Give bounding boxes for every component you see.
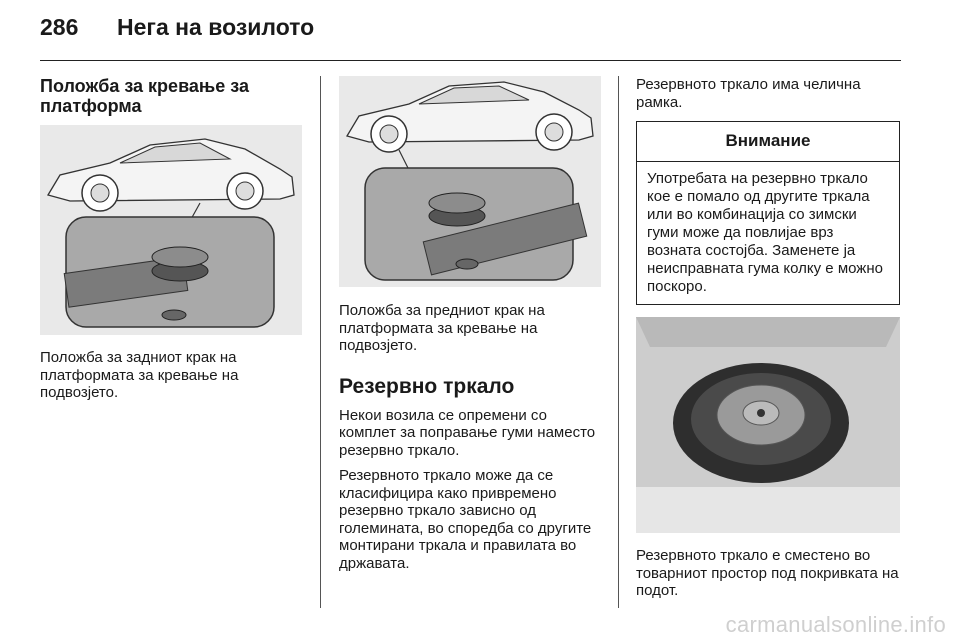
figure-caption: Положба за задниот крак на платформата за кревање на подвозјето. <box>40 349 239 401</box>
front-lift-point-illustration <box>339 76 601 287</box>
spare-wheel-photo <box>636 317 900 533</box>
paragraph: Некои возила се опремени со комплет за поправање гуми наместо резервно тркало. <box>339 406 596 459</box>
notice-title: Внимание <box>637 122 899 162</box>
figure-caption: Положба за предниот крак на платформата за кревање на подвозјето. <box>339 302 545 354</box>
paragraph: Резервното тркало има челична рамка. <box>636 76 861 111</box>
notice-text: Употребата на резервно тркало кое е помало од другите тркала или во комбинација со зимски гуми може да повлијае врз возната состојба. Заменете ја неисправната гума колку е можно поскоро. <box>647 170 883 295</box>
right-column <box>636 76 900 600</box>
rear-lift-point-illustration <box>40 125 302 335</box>
column-divider <box>618 76 619 608</box>
header-rule <box>40 60 901 61</box>
notice-box <box>636 121 900 305</box>
car-lift-drawing <box>40 125 302 335</box>
left-column <box>40 76 302 402</box>
paragraph: Резервното тркало може да се класифицира како привремено резервно тркало зависно од големината, во споредба со другите монтирани тркала и правилата во државата. <box>339 467 592 572</box>
figure-caption: Резервното тркало е сместено во товарниот простор под покривката на подот. <box>636 547 899 599</box>
spare-wheel-drawing <box>636 317 900 533</box>
car-lift-drawing <box>339 76 601 287</box>
section-title: Резервно тркало <box>339 374 515 398</box>
page-number: 286 <box>40 14 79 40</box>
page-title: Нега на возилото <box>117 14 315 40</box>
column-divider <box>320 76 321 608</box>
watermark: carmanualsonline.info <box>725 612 946 637</box>
section-heading: Положба за кревање за платформа <box>40 76 249 116</box>
middle-column <box>339 76 601 580</box>
